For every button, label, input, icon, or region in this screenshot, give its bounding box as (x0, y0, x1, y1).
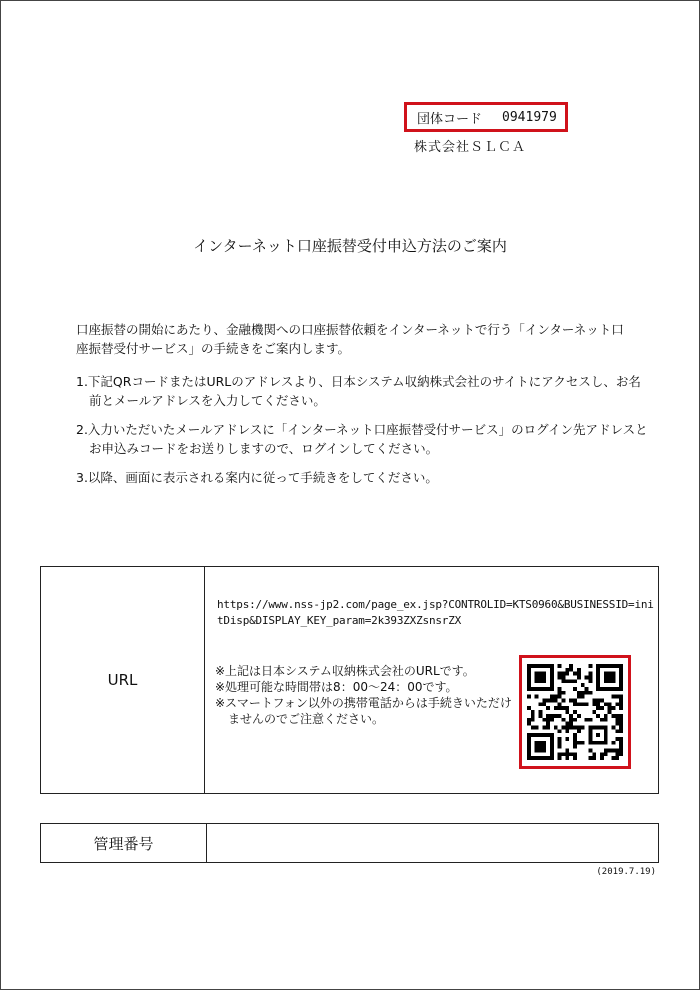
management-number-field[interactable] (207, 824, 659, 863)
company-name: 株式会社ＳＬＣＡ (414, 140, 527, 155)
note-1: ※上記は日本システム収納株式会社のURLです。 (215, 664, 475, 678)
qr-code-frame[interactable] (519, 655, 631, 769)
intro-text: 口座振替の開始にあたり、金融機関への口座振替依頼をインターネットで行う「インターネット口座振替受付サービス」の手続きをご案内します。 (76, 322, 624, 356)
url-notes (215, 663, 520, 727)
management-number-label: 管理番号 (41, 824, 207, 863)
org-code-box (404, 102, 568, 132)
url-table (40, 566, 659, 794)
note-3: ※スマートフォン以外の携帯電話からは手続きいただけませんのでご注意ください。 (215, 696, 512, 726)
intro-paragraph (76, 320, 636, 358)
management-number-table (40, 823, 659, 863)
registration-url-link[interactable]: https://www.nss-jp2.com/page_ex.jsp?CONTROLID=KTS0960&BUSINESSID=initDisp&DISPLAY_KEY_param=2k393ZXZsnsrZX (217, 598, 654, 627)
org-code-label: 団体コード (417, 111, 483, 127)
issue-date: (2019.7.19) (596, 867, 656, 877)
document-title: インターネット口座振替受付申込方法のご案内 (193, 237, 507, 255)
step-2: 2.入力いただいたメールアドレスに「インターネット口座振替受付サービス」のログイン先アドレスとお申込みコードをお送りしますので、ログインしてください。 (76, 422, 648, 456)
url-label-cell (41, 567, 205, 794)
note-2: ※処理可能な時間帯は8：00～24：00です。 (215, 680, 458, 694)
org-code-value: 0941979 (502, 109, 557, 125)
step-1: 1.下記QRコードまたはURLのアドレスより、日本システム収納株式会社のサイトにアクセスし、お名前とメールアドレスを入力してください。 (76, 374, 641, 408)
step-3: 3.以降、画面に表示される案内に従って手続きをしてください。 (76, 470, 438, 485)
url-label: URL (107, 671, 138, 689)
qr-code-icon[interactable] (527, 664, 623, 760)
url-content-cell (205, 567, 659, 794)
